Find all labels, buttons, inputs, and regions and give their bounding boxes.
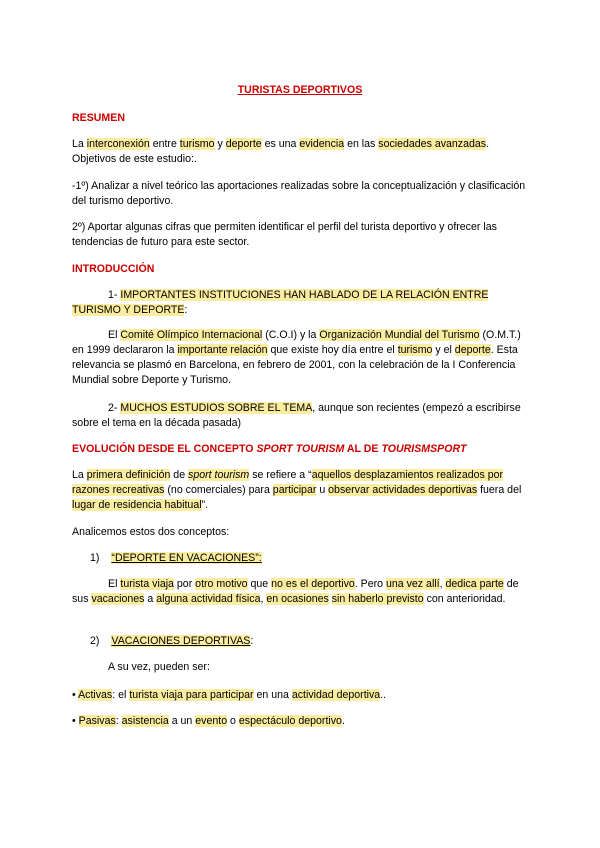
bullet-pasivas: • Pasivas: asistencia a un evento o espectáculo deportivo. [72,715,345,727]
resumen-paragraph-1: La interconexión entre turismo y deporte es una evidencia en las sociedades avanzadas. Objetivos de este estudio:. [72,138,490,165]
evolucion-paragraph-2: Analicemos estos dos conceptos: [72,526,230,538]
evolucion-paragraph-1: La primera definición de sport tourism se refiere a “aquellos desplazamientos realizados por razones recreativas (no comerciales) para participar u observar actividades deportivas fuera del lugar de residencia habitual”. [72,469,522,511]
introduccion-item-1: 1- IMPORTANTES INSTITUCIONES HAN HABLADO DE LA RELACIÓN ENTRE TURISMO Y DEPORTE: [72,289,489,316]
evolucion-item-2-paragraph: A su vez, pueden ser: [108,661,210,673]
introduccion-paragraph: El Comité Olímpico Internacional (C.O.I) y la Organización Mundial del Turismo (O.M.T.) en 1999 declararon la importante relación que existe hoy día entre el turismo y el deporte. Esta relevancia se plasmó en Barcelona, en febrero de 2001, con la celebración de la I Conferencia Mundial sobre Deporte y Turismo. [72,329,521,386]
evolucion-heading: EVOLUCIÓN DESDE EL CONCEPTO SPORT TOURISM AL DE TOURISMSPORT [72,443,467,455]
introduccion-heading: INTRODUCCIÓN [72,263,155,275]
evolucion-item-1-paragraph: El turista viaja por otro motivo que no es el deportivo. Pero una vez allí, dedica parte de sus vacaciones a alguna actividad física, en ocasiones sin haberlo previsto con anterioridad. [72,578,519,605]
introduccion-item-2: 2- MUCHOS ESTUDIOS SOBRE EL TEMA, aunque son recientes (empezó a escribirse sobre el tema en la década pasada) [72,402,521,429]
bullet-icon: • [72,689,76,701]
bullet-icon: • [72,715,76,727]
evolucion-item-1: 1) “DEPORTE EN VACACIONES”: [90,552,262,564]
document-title: TURISTAS DEPORTIVOS [237,84,363,96]
resumen-paragraph-3: 2º) Aportar algunas cifras que permiten identificar el perfil del turista deportivo y ofrecer las tendencias de futuro para este sector. [72,221,497,248]
evolucion-item-2: 2) VACACIONES DEPORTIVAS: [90,635,254,647]
bullet-activas: • Activas: el turista viaja para participar en una actividad deportiva.. [72,689,387,701]
resumen-paragraph-2: -1º) Analizar a nivel teórico las aportaciones realizadas sobre la conceptualización y clasificación del turismo deportivo. [72,180,526,207]
resumen-heading: RESUMEN [72,112,125,124]
